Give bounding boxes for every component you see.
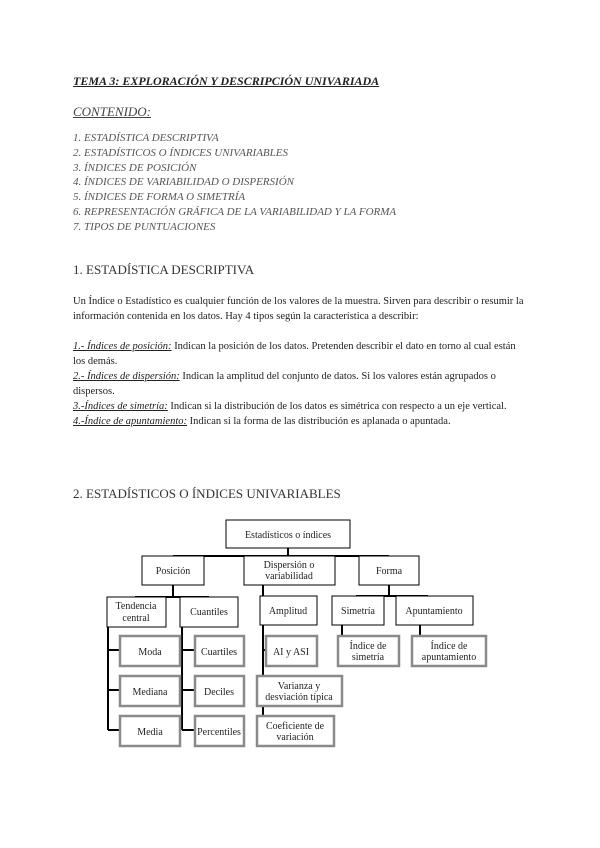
toc-item: 4. ÍNDICES DE VARIABILIDAD O DISPERSIÓN [73,176,294,189]
diagram-label: AI y ASI [272,647,310,658]
section2-heading: 2. ESTADÍSTICOS O ÍNDICES UNIVARIABLES [73,486,341,501]
toc-item: 5. ÍNDICES DE FORMA O SIMETRÍA [73,191,246,204]
diagram-label: Mediana [132,687,168,698]
section1-heading: 1. ESTADÍSTICA DESCRIPTIVA [73,262,255,277]
toc-item: 7. TIPOS DE PUNTUACIONES [73,220,216,233]
diagram-label: Cuartiles [200,647,238,658]
section1-intro: Un Índice o Estadístico es cualquier función de los valores de la muestra. Sirven para describir o resumir la información contenida en los datos. Hay 4 tipos según la característica a describir: [73,296,524,322]
diagram-label: Percentiles [197,727,241,738]
diagram-label: Índice de [430,641,468,652]
diagram-label: desviación típica [265,692,333,703]
diagram-label: Media [137,727,163,738]
diagram-label: Estadísticos o índices [244,530,332,541]
diagram-label: Varianza y [277,681,321,692]
index-type-term: 3.-Índices de simetría: [73,401,168,412]
page-title: TEMA 3: EXPLORACIÓN Y DESCRIPCIÓN UNIVARIADA [73,74,380,88]
diagram-label: Simetría [341,606,375,617]
toc-item: 6. REPRESENTACIÓN GRÁFICA DE LA VARIABILIDAD Y LA FORMA [73,205,397,218]
diagram-label: central [122,613,150,624]
diagram-label: simetría [351,652,385,663]
index-type-term: 4.-Índice de apuntamiento: [73,416,188,427]
toc-item: 3. ÍNDICES DE POSICIÓN [73,161,197,174]
diagram-label: Forma [375,566,403,577]
index-type-text: Indican si la distribución de los datos es simétrica con respecto a un eje vertical. [167,401,507,412]
contenido-label: CONTENIDO: [73,104,152,119]
index-type-term: 2.- Índices de dispersión: [73,371,180,382]
diagram-label: Índice de [349,641,387,652]
diagram-label: Apuntamiento [405,606,463,617]
diagram-label: Coeficiente de [265,721,325,732]
diagram-label: apuntamiento [421,652,477,663]
diagram-label: variación [276,732,314,743]
toc-item: 2. ESTADÍSTICOS O ÍNDICES UNIVARIABLES [73,146,288,159]
toc-item: 1. ESTADÍSTICA DESCRIPTIVA [73,132,219,144]
diagram-label: Deciles [204,687,234,698]
diagram-label: Dispersión o [263,560,315,571]
index-type-term: 1.- Índices de posición: [73,341,172,352]
index-type-text: Indican si la forma de las distribución es aplanada o apuntada. [187,416,451,427]
diagram-label: Cuantiles [190,607,228,618]
diagram-label: Posición [155,566,191,577]
diagram-label: Tendencia [115,601,157,612]
diagram-label: Amplitud [268,606,308,617]
index-type-text: Indican la posición de los datos. Pretenden describir el dato en torno al cual están los demás. [73,341,516,367]
diagram-label: Moda [138,647,162,658]
index-type-text: Indican la amplitud del conjunto de datos. Si los valores están agrupados o dispersos. [73,371,496,397]
diagram-label: variabilidad [265,571,313,582]
